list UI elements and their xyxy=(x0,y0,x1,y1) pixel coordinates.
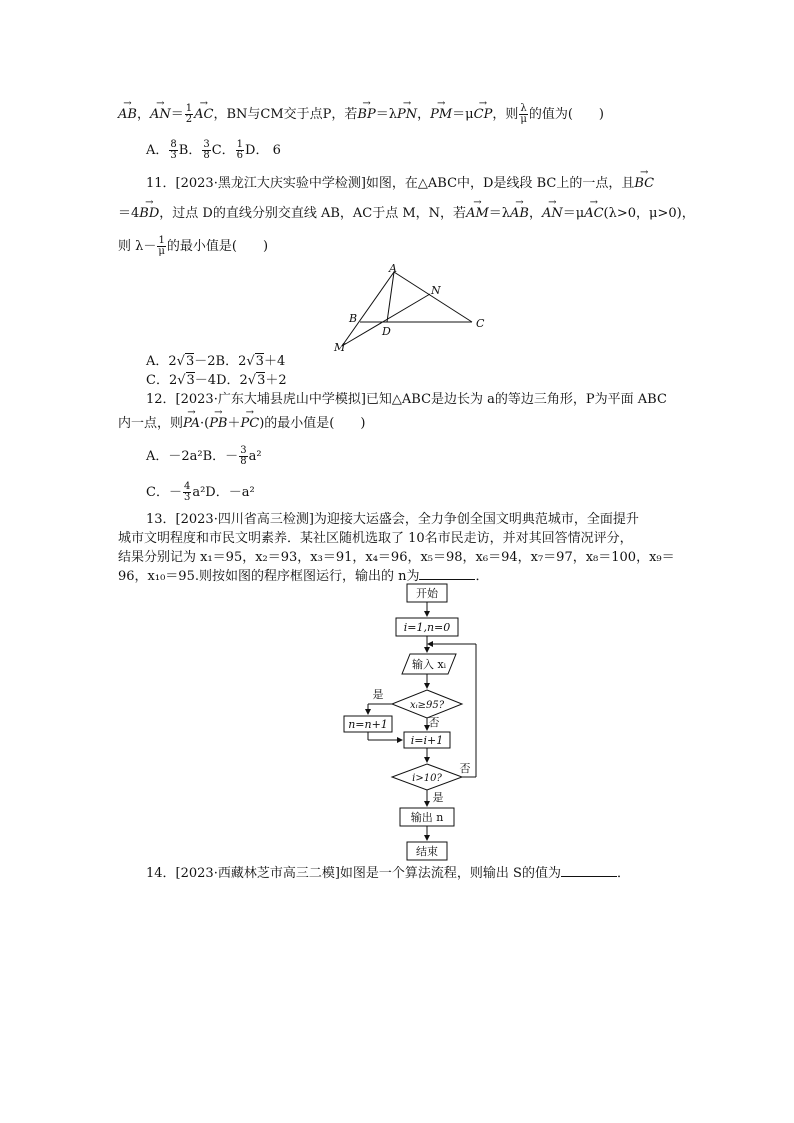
frac-num: 4 xyxy=(183,481,191,492)
q10-comma: ， xyxy=(417,107,431,122)
option-c-text: C．－ xyxy=(146,485,182,500)
option-a-letter: A． xyxy=(146,143,169,158)
option-b-fraction xyxy=(239,446,247,467)
init-label: i=1,n=0 xyxy=(403,621,451,634)
q12-line2 xyxy=(118,414,365,434)
frac-den: 3 xyxy=(183,492,191,503)
vector-an: → AN xyxy=(542,204,563,224)
increment-i-label: i=i+1 xyxy=(410,734,444,747)
start-label: 开始 xyxy=(416,587,438,600)
option-text: ＋4 xyxy=(263,354,286,369)
q13-line2: 城市文明程度和市民文明素养．某社区随机选取了 10名市民走访，并对其回答情况评分， xyxy=(118,531,633,546)
q12-text: ·( xyxy=(199,416,210,431)
fraction-lambda-mu xyxy=(519,104,528,125)
q11-text: (λ>0，μ>0)， xyxy=(603,206,695,221)
frac-num: 3 xyxy=(203,139,210,150)
q11-text: ，过点 D的直线分别交直线 AB，AC于点 M，N，若 xyxy=(159,206,467,221)
q10-sep: ， xyxy=(136,107,150,122)
q13-line1: 13．[2023·四川省高三检测]为迎接大运盛会，全力争创全国文明典范城市，全面提升 xyxy=(146,512,639,527)
flowchart xyxy=(336,580,486,865)
q12-text: )的最小值是( ) xyxy=(259,416,366,431)
frac-num: 1 xyxy=(185,103,193,114)
vector-pb: → PB xyxy=(209,414,227,434)
q10-text: ，BN与CM交于点P，若 xyxy=(213,107,358,122)
option-text: －2B．2 xyxy=(194,354,247,369)
label-b: B xyxy=(349,312,358,325)
q11-options-ab: A．2√3－2B．2√3＋4 xyxy=(146,354,286,369)
vector-pm: → PM xyxy=(430,105,452,125)
frac-den: 2 xyxy=(185,114,193,125)
option-a-text: A．2 xyxy=(146,354,177,369)
line-ad xyxy=(387,272,394,322)
option-text: a²D．－a² xyxy=(192,485,255,500)
q11-text: ＝λ xyxy=(488,206,511,221)
q14-text: 14．[2023·西藏林芝市高三二模]如图是一个算法流程，则输出 S的值为 xyxy=(146,866,561,881)
yes-label-2: 是 xyxy=(432,791,444,804)
q11-text: ＝μ xyxy=(562,206,585,221)
frac-num: λ xyxy=(520,103,527,114)
frac-den: 6 xyxy=(236,150,244,161)
q12-options-ab xyxy=(146,446,262,467)
q11-text: 则 λ－ xyxy=(118,239,157,254)
q11-text: 的最小值是( ) xyxy=(166,239,269,254)
fraction-one-over-mu xyxy=(157,236,166,257)
no-label-1: 否 xyxy=(428,716,440,729)
q10-then: ，则 xyxy=(492,107,519,122)
option-d-letter: D． xyxy=(245,143,269,158)
frac-den: 3 xyxy=(170,150,177,161)
frac-num: 8 xyxy=(170,139,177,150)
sqrt-radicand: 3 xyxy=(185,354,195,369)
q11-line3 xyxy=(118,236,268,257)
option-b-letter: B． xyxy=(178,143,202,158)
frac-den: 8 xyxy=(240,456,247,467)
option-text: a² xyxy=(248,449,262,464)
condition-1-label: xᵢ≥95? xyxy=(409,700,445,711)
vector-ac: → AC xyxy=(194,105,213,125)
q11-text: ＝4 xyxy=(118,206,140,221)
option-a-text: A．－2a²B．－ xyxy=(146,449,239,464)
q12-text: 内一点，则 xyxy=(118,416,184,431)
no-label-2: 否 xyxy=(459,762,471,775)
q13-text: 96，x₁₀＝95.则按如图的程序框图运行，输出的 n为 xyxy=(118,569,420,584)
output-label: 输出 n xyxy=(410,811,444,824)
vector-pc: → PC xyxy=(241,414,260,434)
answer-blank[interactable] xyxy=(561,876,617,877)
option-a-value xyxy=(169,140,177,161)
frac-den: μ xyxy=(158,246,165,257)
fraction-half xyxy=(185,104,193,125)
q12-options-cd xyxy=(146,482,255,503)
vector-ab: → AB xyxy=(118,105,137,125)
label-a: A xyxy=(389,262,397,275)
vector-pn: → PN xyxy=(397,105,417,125)
vector-bp: → BP xyxy=(357,105,375,125)
q12-text: ＋ xyxy=(227,416,241,431)
q11-options-cd: C．2√3－4D．2√3＋2 xyxy=(146,373,287,388)
sqrt-radicand: 3 xyxy=(255,354,264,369)
end-label: 结束 xyxy=(416,845,438,858)
vector-pa: → PA xyxy=(183,414,200,434)
sqrt-radicand: 3 xyxy=(186,373,195,388)
vector-ab: → AB xyxy=(510,204,529,224)
q11-text: 11．[2023·黑龙江大庆实验中学检测]如图，在△ABC中，D是线段 BC上的一点，且 xyxy=(146,176,635,191)
frac-num: 1 xyxy=(158,235,165,246)
q11-line2: ＝4→ BD，过点 D的直线分别交直线 AB，AC于点 M，N，若→ AM＝λ→ AB，→ AN＝μ→ AC(λ>0，μ>0)， xyxy=(118,204,695,224)
vector-am: → AM xyxy=(466,204,489,224)
label-c: C xyxy=(476,317,485,330)
option-c-letter: C． xyxy=(211,143,235,158)
option-c-value xyxy=(236,140,244,161)
option-b-value xyxy=(202,140,210,161)
q10-eq-lambda: ＝λ xyxy=(375,107,397,122)
q10-eq-mu: ＝μ xyxy=(452,107,474,122)
line-ac xyxy=(394,272,472,322)
sqrt-radicand: 3 xyxy=(257,373,266,388)
label-d: D xyxy=(382,325,391,338)
yes-label-1: 是 xyxy=(372,688,384,701)
q14-text: ． xyxy=(616,866,630,881)
q14-line1 xyxy=(146,864,630,884)
frac-num: 3 xyxy=(240,445,247,456)
option-d-value: 6 xyxy=(272,143,281,158)
label-m: M xyxy=(334,341,346,354)
option-c-fraction xyxy=(183,482,191,503)
input-label: 输入 xᵢ xyxy=(412,658,446,671)
vector-cp: → CP xyxy=(474,105,493,125)
frac-num: 1 xyxy=(236,139,244,150)
q13-line3: 结果分别记为 x₁＝95，x₂＝93，x₃＝91，x₄＝96，x₅＝98，x₆＝94，x₇＝97，x₈＝100，x₉＝ xyxy=(118,550,675,565)
option-text: －4D．2 xyxy=(194,373,248,388)
vector-ac: → AC xyxy=(584,204,603,224)
increment-n-label: n=n+1 xyxy=(348,718,388,731)
q10-stem: → AB，→ AN＝ $\frac{1}{2}$ → AC，BN与CM交于点P，若→ BP＝λ→ PN，→ PM＝μ→ CP，则 $\frac{\lambda}{\mu}$ 的值为( ) xyxy=(118,104,604,125)
q13-text: ． xyxy=(475,569,489,584)
label-n: N xyxy=(431,284,441,297)
option-text: ＋2 xyxy=(265,373,287,388)
vector-bd: → BD xyxy=(139,204,159,224)
frac-den: μ xyxy=(520,114,527,125)
option-c-text: C．2 xyxy=(146,373,178,388)
q12-line1: 12．[2023·广东大埔县虎山中学模拟]已知△ABC是边长为 a的等边三角形，P为平面 ABC xyxy=(146,392,667,407)
frac-den: 8 xyxy=(203,150,210,161)
vector-an: → AN xyxy=(150,105,171,125)
triangle-figure xyxy=(330,262,500,354)
vector-bc: → BC xyxy=(634,174,654,194)
q10-options xyxy=(146,140,281,161)
q10-ask: 的值为( ) xyxy=(528,107,604,122)
q11-line1 xyxy=(146,174,654,194)
condition-2-label: i>10? xyxy=(412,773,442,784)
